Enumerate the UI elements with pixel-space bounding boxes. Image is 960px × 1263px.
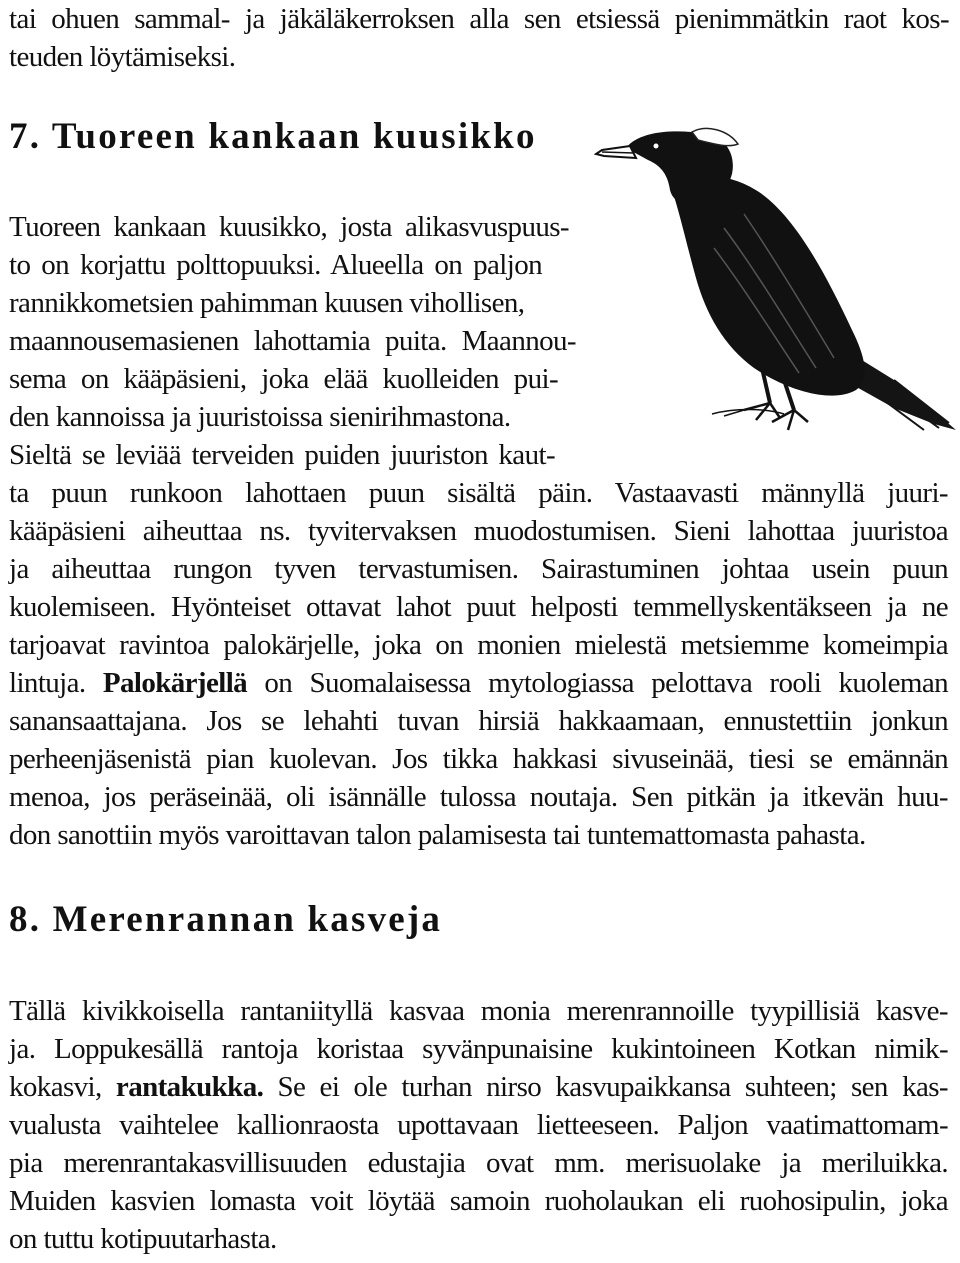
section-7-line: rannikkometsien pahimman kuusen vihollisen, <box>9 287 525 319</box>
section-7-line: kuolemiseen. Hyönteiset ottavat lahot puut helposti temmellyskentäkseen ja ne <box>9 591 948 623</box>
section-7-line: Tuoreen kankaan kuusikko, josta alikasvuspuus- <box>9 211 569 243</box>
section-7-line: don sanottiin myös varoittavan talon palamisesta tai tuntemattomasta pahasta. <box>9 819 866 851</box>
section-7-heading: 7. Tuoreen kankaan kuusikko <box>9 116 537 157</box>
section-7-line: maannousemasienen lahottamia puita. Maannou- <box>9 325 576 357</box>
section-7-line-with-bold <box>9 664 948 702</box>
section-8-line: ja. Loppukesällä rantoja koristaa syvänpunaisine kukintoineen Kotkan nimik- <box>9 1033 948 1065</box>
section-8-line: Tällä kivikkoisella rantaniityllä kasvaa monia merenrannoille tyypillisiä kasve- <box>9 995 948 1027</box>
section-7-line: Sieltä se leviää terveiden puiden juuriston kaut- <box>9 439 555 471</box>
section-7-line: perheenjäsenistä pian kuolevan. Jos tikka hakkasi sivuseinää, tiesi se emännän <box>9 743 948 775</box>
intro-line-1: tai ohuen sammal- ja jäkäläkerroksen alla sen etsiessä pienimmätkin raot kos- <box>9 3 949 35</box>
section-7-line: tarjoavat ravintoa palokärjelle, joka on monien mielestä metsiemme komeimpia <box>9 629 948 661</box>
rantakukka-term: rantakukka. <box>115 1071 264 1103</box>
section-8-line: on tuttu kotipuutarhasta. <box>9 1223 277 1255</box>
section-8-line-with-bold <box>9 1068 948 1106</box>
section-8-line: pia merenrantakasvillisuuden edustajia ovat mm. merisuolake ja meriluikka. <box>9 1147 948 1179</box>
section-8-line-start: kokasvi, <box>9 1071 116 1103</box>
palokarjella-term: Palokärjellä <box>102 667 248 699</box>
section-8-line-rest: Se ei ole turhan nirso kasvupaikkansa suhteen; sen kas- <box>263 1071 948 1103</box>
section-7-line: sema on kääpäsieni, joka elää kuolleiden pui- <box>9 363 558 395</box>
section-7-line: ja aiheuttaa rungon tyven tervastumisen. Sairastuminen johtaa usein puun <box>9 553 948 585</box>
section-7-line: ta puun runkoon lahottaen puun sisältä päin. Vastaavasti männyllä juuri- <box>9 477 948 509</box>
section-7-line-rest: on Suomalaisessa mytologiassa pelottava rooli kuoleman <box>247 667 948 699</box>
section-8-line: Muiden kasvien lomasta voit löytää samoin ruoholaukan eli ruohosipulin, joka <box>9 1185 948 1217</box>
section-8-line: vualusta vaihtelee kallionraosta upottavaan lietteeseen. Paljon vaatimattomam- <box>9 1109 948 1141</box>
section-7-line: to on korjattu polttopuuksi. Alueella on paljon <box>9 249 542 281</box>
black-woodpecker-illustration <box>594 118 960 458</box>
section-7-line: kääpäsieni aiheuttaa ns. tyvitervaksen muodostumisen. Sieni lahottaa juuristoa <box>9 515 948 547</box>
intro-line-2: teuden löytämiseksi. <box>9 41 236 73</box>
section-7-line-start: lintuja. <box>9 667 86 699</box>
section-7-line: den kannoissa ja juuristoissa sienirihmastona. <box>9 401 511 433</box>
section-7-line: menoa, jos peräseinää, oli isännälle tulossa noutaja. Sen pitkän ja itkevän huu- <box>9 781 948 813</box>
section-8-heading: 8. Merenrannan kasveja <box>9 899 443 940</box>
section-7-line: sanansaattajana. Jos se lehahti tuvan hirsiä hakkaamaan, ennustettiin jonkun <box>9 705 948 737</box>
